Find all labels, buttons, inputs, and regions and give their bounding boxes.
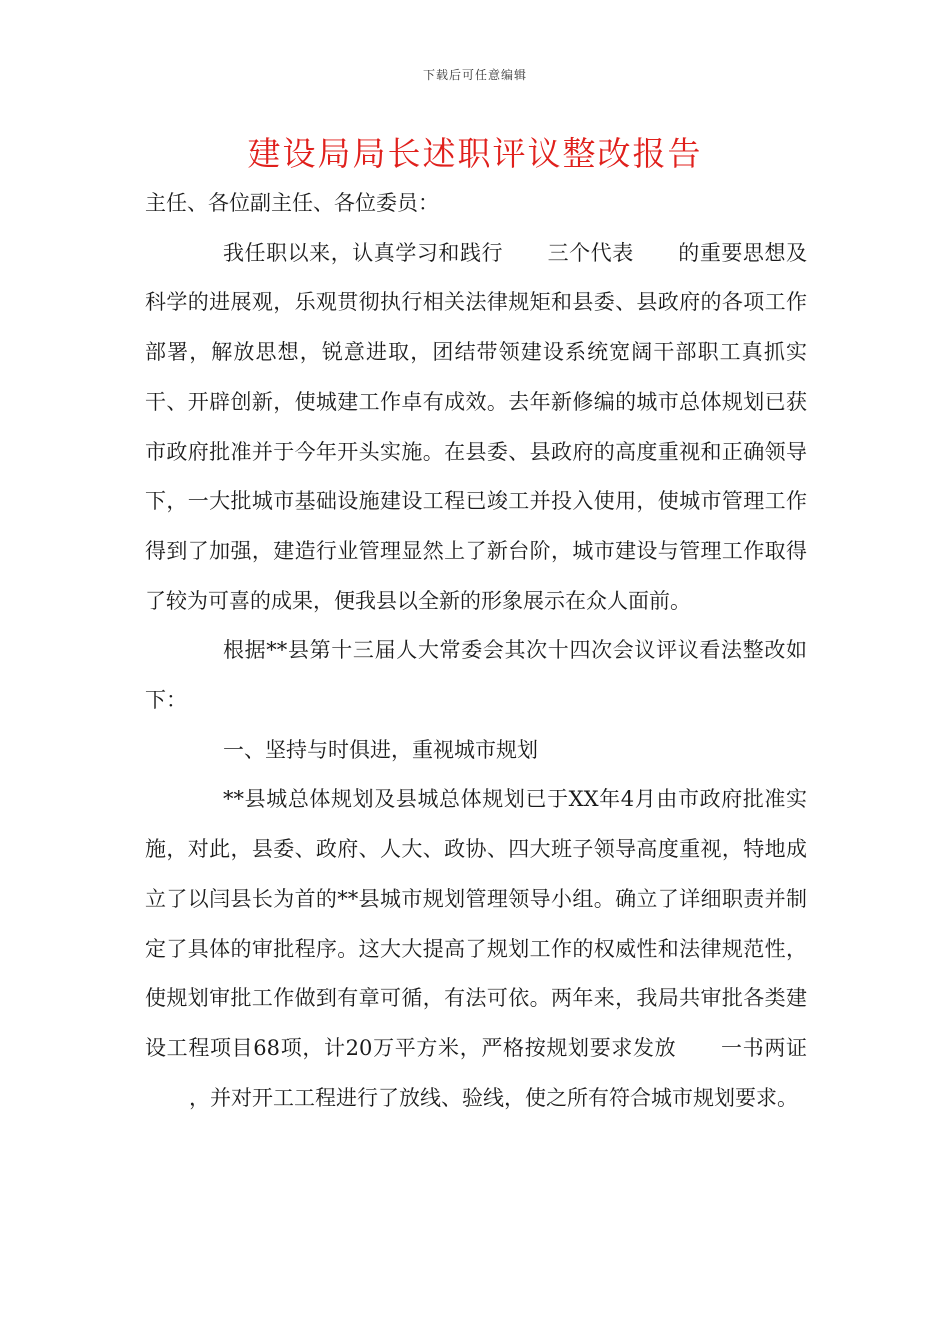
paragraph-intro-part-b: 的重要思想及科学的进展观，乐观贯彻执行相关法律规矩和县委、县政府的各项工作部署，解放思想，锐意进取，团结带领建设系统宽阔干部职工真抓实干、开辟创新，使城建工作卓有成效。去年新修编的城市总体规划已获市政府批准并于今年开头实施。在县委、县政府的高度重视和正确领导下，一大批城市基础设施建设工程已竣工并投入使用，使城市管理工作得到了加强，建造行业管理显然上了新台阶，城市建设与管理工作取得了较为可喜的成果，便我县以全新的形象展示在众人面前。 bbox=[145, 240, 808, 613]
document-title: 建设局局长述职评议整改报告 bbox=[247, 134, 703, 173]
header-note: 下载后可任意编辑 bbox=[422, 68, 527, 82]
salutation: 主任、各位副主任、各位委员： bbox=[145, 191, 439, 215]
paragraph-planning-part-b: ，并对开工工程进行了放线、验线，使之所有符合城市规划要求。 bbox=[189, 1085, 798, 1110]
paragraph-planning-part-a: **县城总体规划及县城总体规划已于XX年4月由市政府批准实施，对此，县委、政府、人大、政协、四大班子领导高度重视，特地成立了以闫县长为首的**县城市规划管理领导小组。确立了详细职责并制定了具体的审批程序。这大大提高了规划工作的权威性和法律规范性，使规划审批工作做到有章可循，有法可依。两年来，我局共审批各类建设工程项目68项，计20万平方米，严格按规划要求发放 bbox=[145, 787, 807, 1060]
paragraph-review-basis: 根据**县第十三届人大常委会其次十四次会议评议看法整改如下： bbox=[145, 638, 807, 713]
quoted-term-one-book-two-certificates: 一书两证 bbox=[720, 1035, 807, 1060]
quoted-term-three-represents: 三个代表 bbox=[547, 240, 634, 265]
paragraph-intro bbox=[145, 229, 807, 627]
section-heading-1: 一、坚持与时俱进，重视城市规划 bbox=[223, 737, 538, 762]
paragraph-intro-part-a: 我任职以来，认真学习和践行 bbox=[223, 240, 504, 265]
paragraph-planning bbox=[145, 775, 807, 1123]
document-body bbox=[145, 179, 807, 1123]
